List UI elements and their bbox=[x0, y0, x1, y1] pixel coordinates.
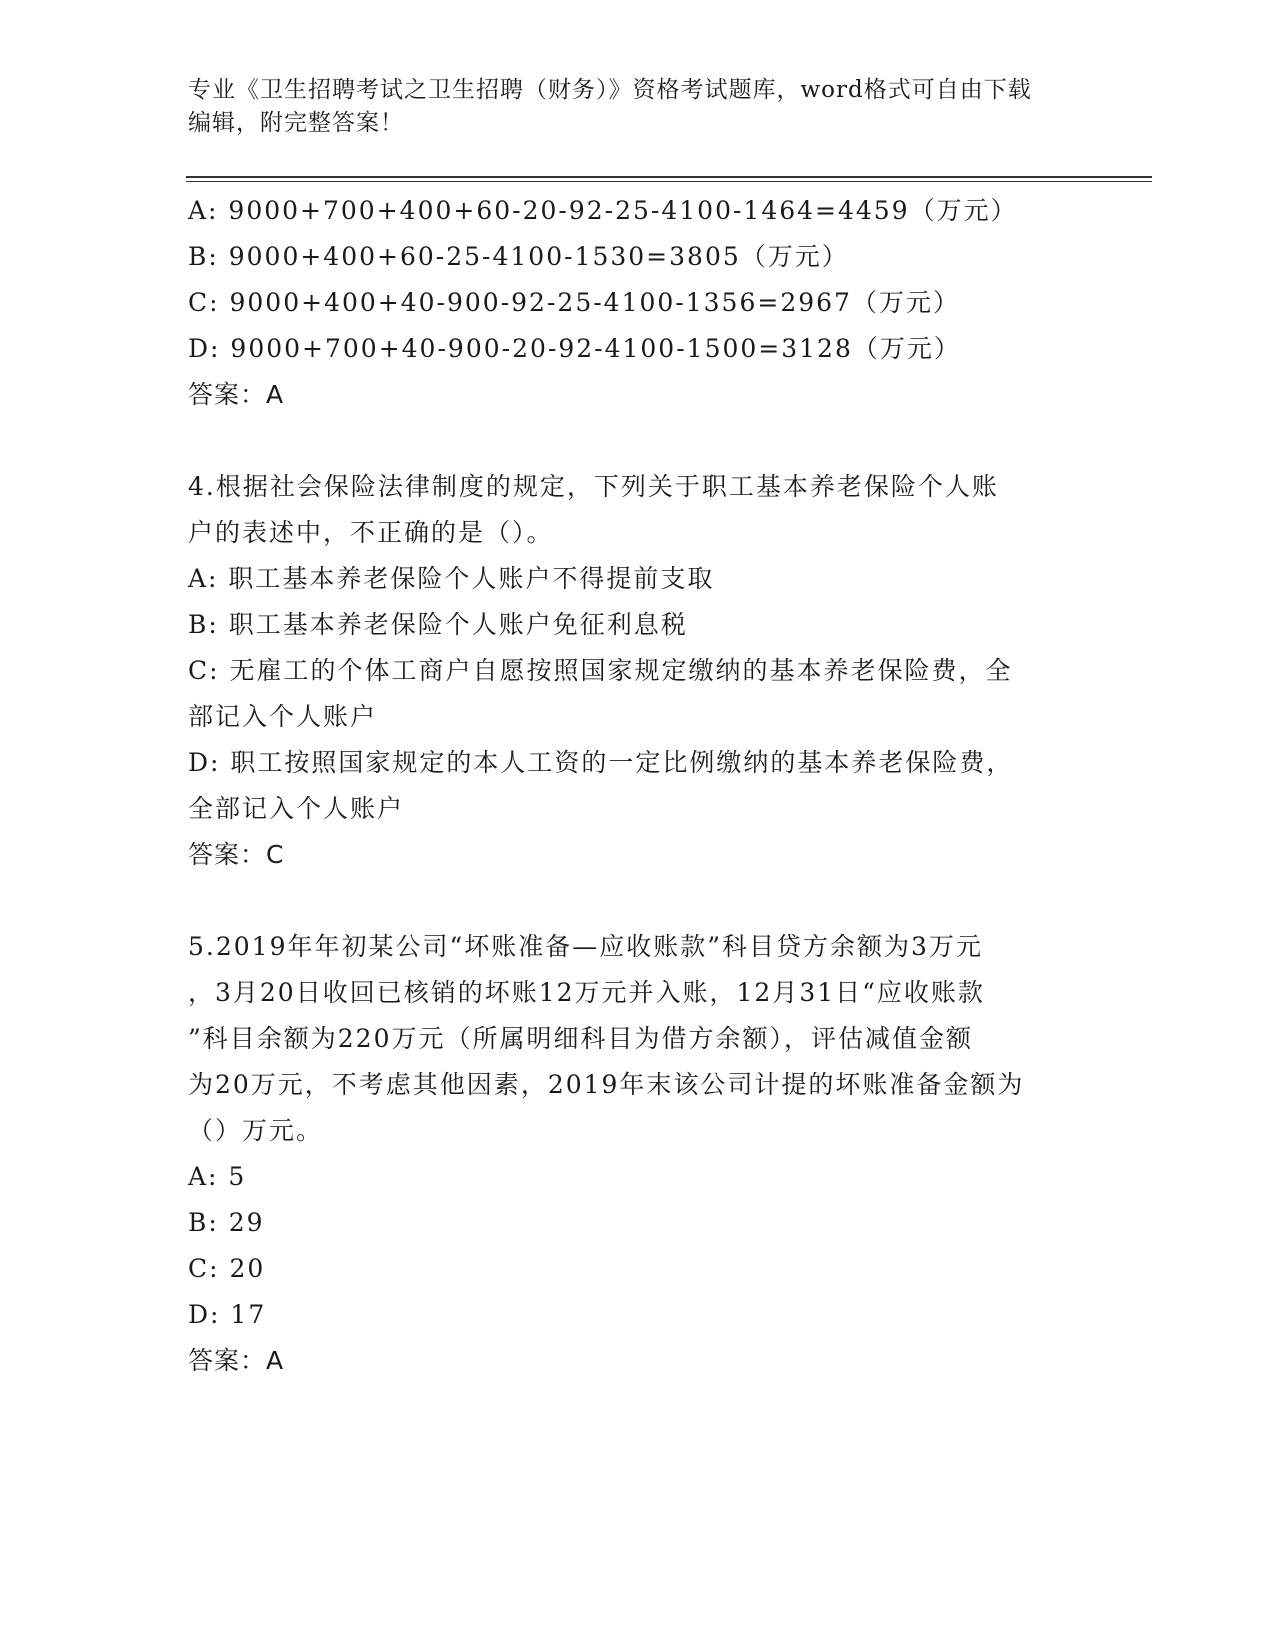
header-rule-thick bbox=[186, 176, 1152, 178]
q4-answer: 答案：C bbox=[188, 840, 285, 869]
q3-option-d: D: 9000+700+40-900-20-92-4100-1500=3128（万元） bbox=[188, 334, 961, 363]
document-header bbox=[188, 74, 1068, 140]
q3-option-a: A: 9000+700+400+60-20-92-25-4100-1464=4459（万元） bbox=[188, 196, 1018, 225]
spacer bbox=[188, 878, 1088, 924]
q5-option-a: A: 5 bbox=[188, 1162, 247, 1191]
q4-option-c-line-1: C: 无雇工的个体工商户自愿按照国家规定缴纳的基本养老保险费，全 bbox=[188, 656, 1013, 685]
header-line-2: 编辑，附完整答案！ bbox=[188, 110, 404, 136]
q5-stem-line-1: 5.2019年年初某公司“坏账准备—应收账款”科目贷方余额为3万元 bbox=[188, 932, 983, 961]
q4-option-a: A: 职工基本养老保险个人账户不得提前支取 bbox=[188, 564, 715, 593]
spacer bbox=[188, 418, 1088, 464]
header-rule-thin bbox=[186, 181, 1152, 182]
q4-option-d-line-1: D: 职工按照国家规定的本人工资的一定比例缴纳的基本养老保险费， bbox=[188, 748, 1014, 777]
q4-option-b: B: 职工基本养老保险个人账户免征利息税 bbox=[188, 610, 688, 639]
header-line-1: 专业《卫生招聘考试之卫生招聘（财务）》资格考试题库，word格式可自由下载 bbox=[188, 77, 1032, 103]
q5-stem-line-4: 为20万元，不考虑其他因素，2019年末该公司计提的坏账准备金额为 bbox=[188, 1070, 1025, 1099]
q3-option-b: B: 9000+400+60-25-4100-1530=3805（万元） bbox=[188, 242, 849, 271]
q5-option-c: C: 20 bbox=[188, 1254, 266, 1283]
q3-answer: 答案：A bbox=[188, 380, 285, 409]
q4-option-d-line-2: 全部记入个人账户 bbox=[188, 794, 405, 823]
q5-stem-line-2: ，3月20日收回已核销的坏账12万元并入账，12月31日“应收账款 bbox=[188, 978, 985, 1007]
q5-option-d: D: 17 bbox=[188, 1300, 267, 1329]
q3-option-c: C: 9000+400+40-900-92-25-4100-1356=2967（万元） bbox=[188, 288, 960, 317]
q4-option-c-line-2: 部记入个人账户 bbox=[188, 702, 378, 731]
question-content bbox=[188, 188, 1088, 1384]
q5-option-b: B: 29 bbox=[188, 1208, 265, 1237]
q4-stem-line-1: 4.根据社会保险法律制度的规定，下列关于职工基本养老保险个人账 bbox=[188, 472, 999, 501]
q4-stem-line-2: 户的表述中，不正确的是（）。 bbox=[188, 518, 554, 547]
q5-answer: 答案：A bbox=[188, 1346, 285, 1375]
q5-stem-line-3: ”科目余额为220万元（所属明细科目为借方余额），评估减值金额 bbox=[188, 1024, 974, 1053]
q5-stem-line-5: （）万元。 bbox=[188, 1116, 324, 1145]
